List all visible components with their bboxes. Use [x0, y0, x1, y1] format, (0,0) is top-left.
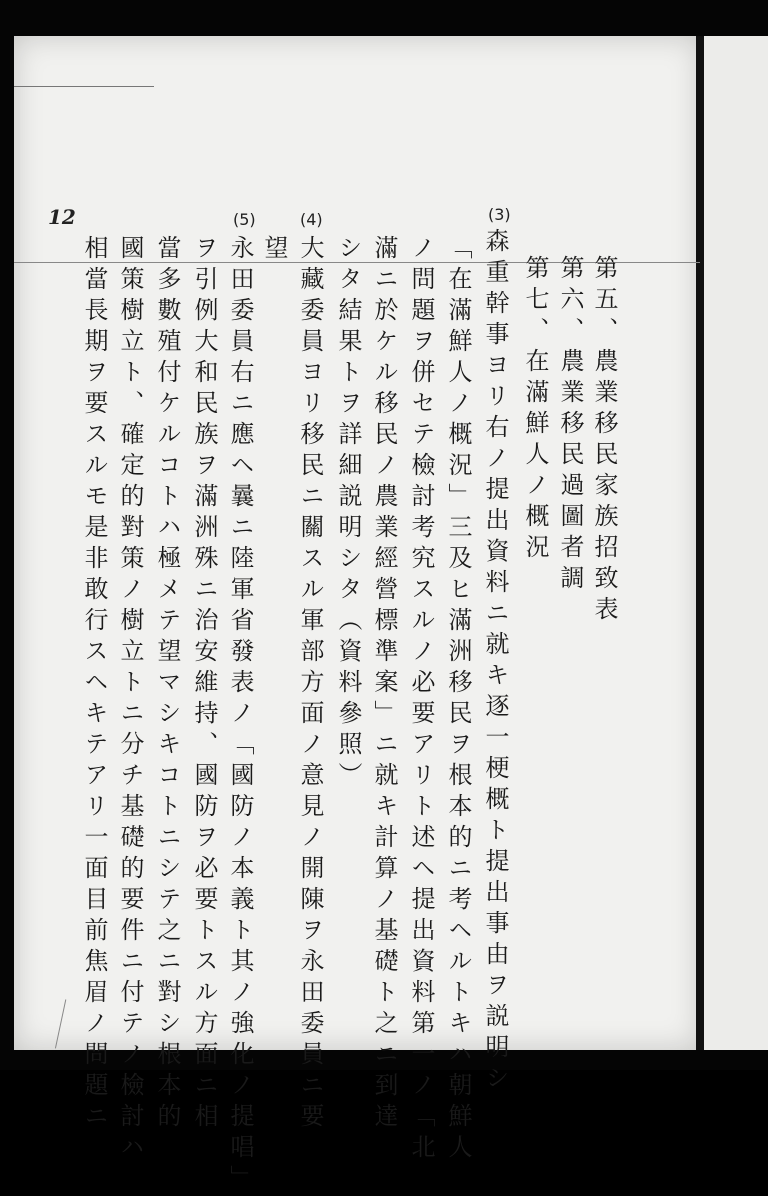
column-9: 大藏委員ヨリ移民ニ關スル軍部方面ノ意見ノ開陳ヲ永田委員ニ要 — [296, 235, 324, 1134]
next-page-edge — [704, 36, 768, 1050]
column-15: 相當長期ヲ要スルモ是非敢行スヘキテアリ一面目前焦眉ノ問題ニ — [80, 235, 108, 1134]
item-number-3: (3) — [488, 205, 511, 224]
page-number: 12 — [48, 205, 76, 229]
column-14: 國策樹立ト、確定的對策ノ樹立トニ分チ基礎的要件ニ付テノ檢討ハ — [116, 235, 144, 1165]
item-number-4: (4) — [300, 210, 323, 229]
column-13: 當多數殖付ケルコトハ極メテ望マシキコトニシテ之ニ對シ根本的 — [153, 235, 181, 1134]
page-fold — [696, 36, 704, 1050]
column-10: 望 — [260, 235, 288, 266]
column-12: ヲ引例大和民族ヲ滿洲殊ニ治安維持、國防ヲ必要トスル方面ニ相 — [190, 235, 218, 1134]
column-3: 第七、在滿鮮人ノ概況 — [521, 255, 549, 565]
column-11: 永田委員右ニ應ヘ曩ニ陸軍省發表ノ「國防ノ本義ト其ノ強化ノ提唱」 — [226, 235, 254, 1196]
column-4: 森重幹事ヨリ右ノ提出資料ニ就キ逐一梗概ト提出事由ヲ説明シ — [481, 228, 509, 1096]
item-number-5: (5) — [233, 210, 256, 229]
column-6: ノ問題ヲ併セテ檢討考究スルノ必要アリト述ヘ提出資料第一ノ「北 — [407, 235, 435, 1165]
column-7: 滿ニ於ケル移民ノ農業經營標準案」ニ就キ計算ノ基礎ト之ニ到達 — [370, 235, 398, 1134]
column-5: 「在滿鮮人ノ概況」三及ヒ滿洲移民ヲ根本的ニ考ヘルトキハ朝鮮人 — [444, 235, 472, 1165]
column-8: シタ結果トヲ詳細説明シタ（資料參照） — [334, 235, 362, 793]
column-2: 第六、農業移民過圖者調 — [556, 255, 584, 596]
column-1: 第五、農業移民家族招致表 — [590, 255, 618, 627]
top-ruled-line — [14, 86, 154, 87]
